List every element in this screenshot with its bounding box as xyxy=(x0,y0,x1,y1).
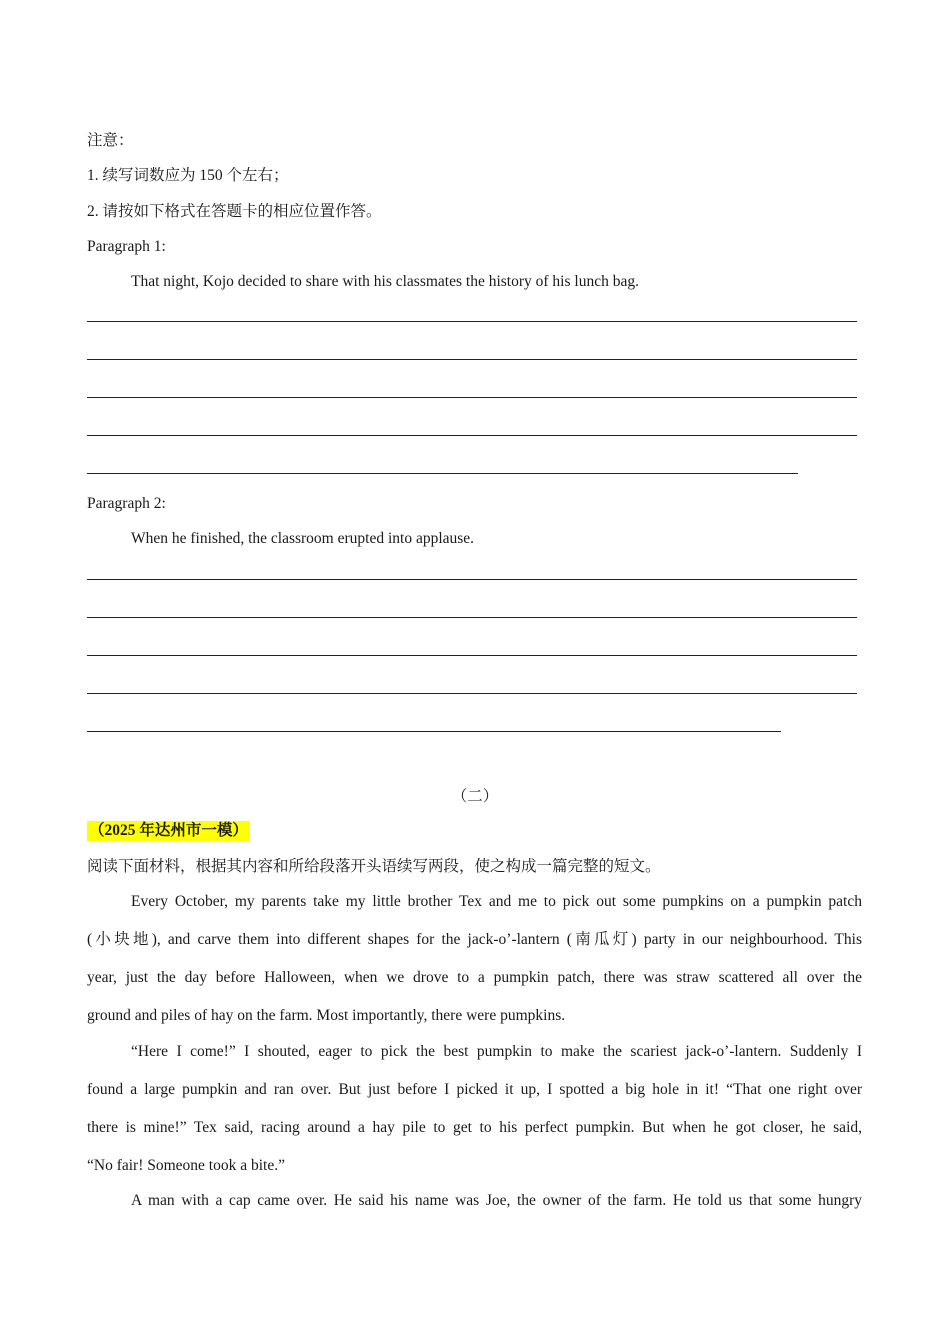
passage-line: “Here I come!” I shouted, eager to pick the best pumpkin to make the scariest jack-o’-lantern. Suddenly I xyxy=(131,1043,862,1060)
source-tag: （2025 年达州市一模） xyxy=(89,822,248,839)
paragraph-1-opening: That night, Kojo decided to share with his classmates the history of his lunch bag. xyxy=(131,273,639,290)
passage-line: found a large pumpkin and ran over. But just before I picked it up, I spotted a big hole in it! “That one right over xyxy=(87,1081,862,1098)
answer-line xyxy=(87,435,857,436)
passage-line: (小块地), and carve them into different shapes for the jack-o’-lantern (南瓜灯) party in our neighbourhood. This xyxy=(87,931,862,948)
passage-line: “No fair! Someone took a bite.” xyxy=(87,1157,285,1174)
answer-line xyxy=(87,693,857,694)
passage-line: A man with a cap came over. He said his name was Joe, the owner of the farm. He told us that some hungry xyxy=(131,1192,862,1209)
answer-line xyxy=(87,321,857,322)
instruction: 阅读下面材料，根据其内容和所给段落开头语续写两段，使之构成一篇完整的短文。 xyxy=(87,858,661,875)
notes-item-1: 1. 续写词数应为 150 个左右； xyxy=(87,167,289,184)
passage-line: there is mine!” Tex said, racing around a hay pile to get to his perfect pumpkin. But when he got closer, he said, xyxy=(87,1119,862,1136)
paragraph-1-label: Paragraph 1: xyxy=(87,238,166,255)
passage-line: Every October, my parents take my little brother Tex and me to pick out some pumpkins on a pumpkin patch xyxy=(131,893,862,910)
answer-line xyxy=(87,617,857,618)
answer-line xyxy=(87,731,781,732)
passage-line: year, just the day before Halloween, when we drove to a pumpkin patch, there was straw scattered all over the xyxy=(87,969,862,986)
paragraph-2-label: Paragraph 2: xyxy=(87,495,166,512)
notes-title: 注意： xyxy=(87,132,134,149)
answer-line xyxy=(87,579,857,580)
section-number: （二） xyxy=(451,788,499,805)
answer-line xyxy=(87,473,798,474)
paragraph-2-opening: When he finished, the classroom erupted into applause. xyxy=(131,530,475,547)
answer-line xyxy=(87,359,857,360)
answer-line xyxy=(87,655,857,656)
passage-line: ground and piles of hay on the farm. Most importantly, there were pumpkins. xyxy=(87,1007,566,1024)
notes-item-2: 2. 请按如下格式在答题卡的相应位置作答。 xyxy=(87,203,382,220)
answer-line xyxy=(87,397,857,398)
